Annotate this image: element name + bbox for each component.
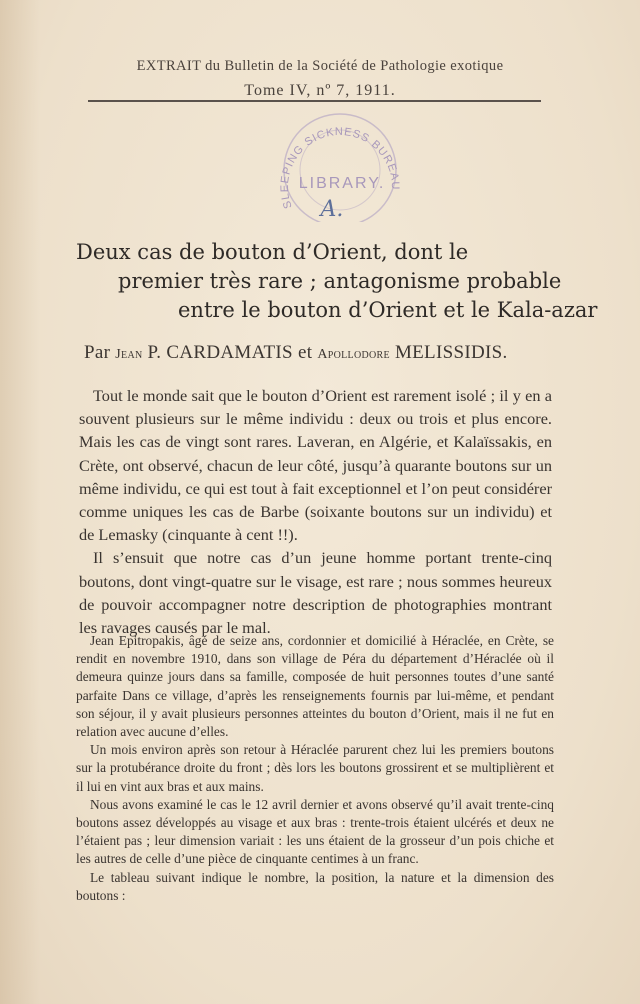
case-paragraph-3: Nous avons examiné le cas le 12 avril dernier et avons observé qu’il avait trente-cinq boutons assez développés au visage et aux bras : trente-trois étaient ulcérés et deux ne l’étaient pas ; leur dimension variait : les uns étaient de la grosseur d’un pois chiche et les autres de celle d’une pièce de cinquante centimes à un franc. bbox=[76, 796, 554, 867]
author-1-name: P. CARDAMATIS bbox=[142, 342, 298, 363]
intro-paragraph-2: Il s’ensuit que notre cas d’un jeune homme portant trente-cinq boutons, dont vingt-quatre sur le visage, est rare ; nous sommes heureux de pouvoir accompagner notre description de photographies montrant les ravages causés par le mal. bbox=[79, 548, 552, 638]
case-paragraph-4: Le tableau suivant indique le nombre, la position, la nature et la dimension des boutons : bbox=[76, 869, 554, 903]
title-line-1: Deux cas de bouton d’Orient, dont le bbox=[76, 240, 469, 264]
authors-prefix: Par bbox=[84, 342, 116, 363]
case-paragraph-1: Jean Epitropakis, âgé de seize ans, cordonnier et domicilié à Héraclée, en Crète, se rendit en novembre 1910, dans son village de Péra du département d’Héraclée où il demeura quinze jours dans sa famille, composée de huit personnes toutes d’une santé parfaite Dans ce village, d’après les renseignements fournis par lui-même, et pendant son séjour, il y avait plusieurs personnes atteintes du bouton d’Orient, mais il ne fut en relation avec aucune d’elles. bbox=[76, 633, 554, 740]
author-2-first-name: Apollodore bbox=[317, 347, 390, 362]
page-edge-stain bbox=[0, 0, 40, 1004]
stamp-handwritten-mark: A. bbox=[320, 197, 344, 222]
intro-text bbox=[79, 384, 552, 639]
title-line-3: entre le bouton d’Orient et le Kala-azar bbox=[178, 298, 598, 322]
stamp-ring-text: SLEEPING SICKNESS BUREAU bbox=[278, 125, 402, 210]
case-description bbox=[76, 632, 554, 905]
authors-conjunction: et bbox=[297, 342, 318, 363]
issue-line: Tome IV, nº 7, 1911. bbox=[244, 82, 396, 99]
header-rule bbox=[88, 100, 541, 102]
authors-line bbox=[84, 342, 564, 364]
author-1-first-name: Jean bbox=[115, 347, 143, 362]
case-paragraph-2: Un mois environ après son retour à Héraclée parurent chez lui les premiers boutons sur la protubérance droite du front ; dès lors les boutons grossirent et se multiplièrent et il lui en vint aux bras et aux mains. bbox=[76, 742, 554, 794]
title-line-2: premier très rare ; antagonisme probable bbox=[118, 269, 562, 293]
library-stamp bbox=[270, 112, 408, 222]
stamp-center-text: LIBRARY. bbox=[298, 175, 386, 192]
article-title bbox=[72, 238, 598, 325]
journal-header: EXTRAIT du Bulletin de la Société de Pathologie exotique bbox=[136, 58, 504, 74]
intro-paragraph-1: Tout le monde sait que le bouton d’Orient est rarement isolé ; il y en a souvent plusieurs sur le même individu : deux ou trois et plus encore. Mais les cas de vingt sont rares. Laveran, en Algérie, et Kalaïssakis, en Crète, ont observé, chacun de leur côté, jusqu’à quarante boutons sur un même individu, ce qui est tout à fait exceptionnel et l’on peut considérer comme uniques les cas de Barbe (soixante boutons sur un individu) et de Lemasky (cinquante à cent !!). bbox=[79, 386, 552, 545]
author-2-name: MELISSIDIS. bbox=[389, 342, 508, 363]
